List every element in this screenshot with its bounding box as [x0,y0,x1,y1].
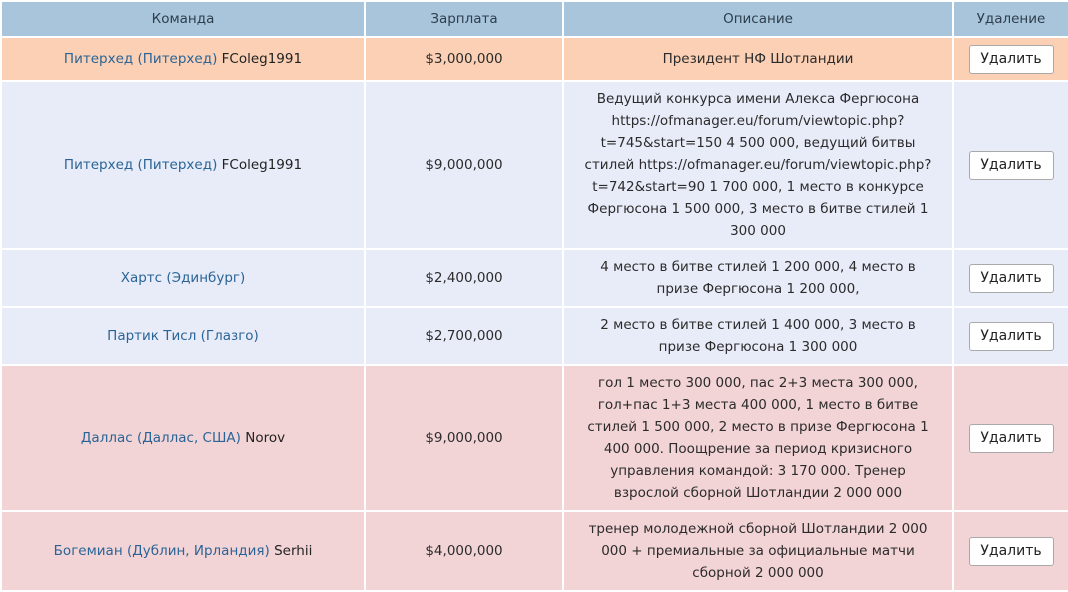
manager-name: FColeg1991 [221,157,303,173]
salary-cell: $9,000,000 [365,81,563,249]
table-row [1,81,1068,249]
delete-cell [953,37,1068,81]
delete-button[interactable]: Удалить [969,537,1054,566]
salary-cell: $9,000,000 [365,365,563,511]
delete-button[interactable]: Удалить [969,424,1054,453]
team-cell [1,511,365,591]
salary-cell: $3,000,000 [365,37,563,81]
header-salary: Зарплата [365,1,563,37]
manager-name: Serhii [274,543,313,559]
delete-button[interactable]: Удалить [969,151,1054,180]
salary-cell: $2,400,000 [365,249,563,307]
delete-cell [953,307,1068,365]
delete-button[interactable]: Удалить [969,45,1054,74]
description-cell: гол 1 место 300 000, пас 2+3 места 300 000, гол+пас 1+3 места 400 000, 1 место в битве стилей 1 500 000, 2 место в призе Фергюсона 1 400 000. Поощрение за период кризисного управления командой: 3 170 000. Тренер взрослой сборной Шотландии 2 000 000 [563,365,953,511]
description-cell: Президент НФ Шотландии [563,37,953,81]
table-row [1,511,1068,591]
table-row [1,365,1068,511]
team-link[interactable]: Богемиан (Дублин, Ирландия) [53,543,270,559]
header-delete: Удаление [953,1,1068,37]
team-cell [1,365,365,511]
description-cell: Ведущий конкурса имени Алекса Фергюсона https://ofmanager.eu/forum/viewtopic.php?t=745&start=150 4 500 000, ведущий битвы стилей https://ofmanager.eu/forum/viewtopic.php?t=742&start=90 1 700 000, 1 место в конкурсе Фергюсона 1 500 000, 3 место в битве стилей 1 300 000 [563,81,953,249]
salary-cell: $4,000,000 [365,511,563,591]
manager-name: FColeg1991 [221,51,303,67]
team-cell [1,249,365,307]
team-link[interactable]: Даллас (Даллас, США) [80,430,241,446]
team-link[interactable]: Питерхед (Питерхед) [63,51,218,67]
team-link[interactable]: Партик Тисл (Глазго) [107,328,259,344]
description-cell: тренер молодежной сборной Шотландии 2 000 000 + премиальные за официальные матчи сборной 2 000 000 [563,511,953,591]
delete-button[interactable]: Удалить [969,264,1054,293]
delete-cell [953,365,1068,511]
delete-cell [953,249,1068,307]
team-link[interactable]: Питерхед (Питерхед) [63,157,218,173]
header-team: Команда [1,1,365,37]
table-row [1,307,1068,365]
manager-name: Norov [245,430,286,446]
delete-button[interactable]: Удалить [969,322,1054,351]
delete-cell [953,511,1068,591]
team-cell [1,37,365,81]
salary-cell: $2,700,000 [365,307,563,365]
table-header-row [1,1,1068,37]
description-cell: 4 место в битве стилей 1 200 000, 4 место в призе Фергюсона 1 200 000, [563,249,953,307]
team-cell [1,307,365,365]
table-row [1,249,1068,307]
description-cell: 2 место в битве стилей 1 400 000, 3 место в призе Фергюсона 1 300 000 [563,307,953,365]
team-cell [1,81,365,249]
header-description: Описание [563,1,953,37]
delete-cell [953,81,1068,249]
team-link[interactable]: Хартс (Эдинбург) [120,270,246,286]
table-row [1,37,1068,81]
